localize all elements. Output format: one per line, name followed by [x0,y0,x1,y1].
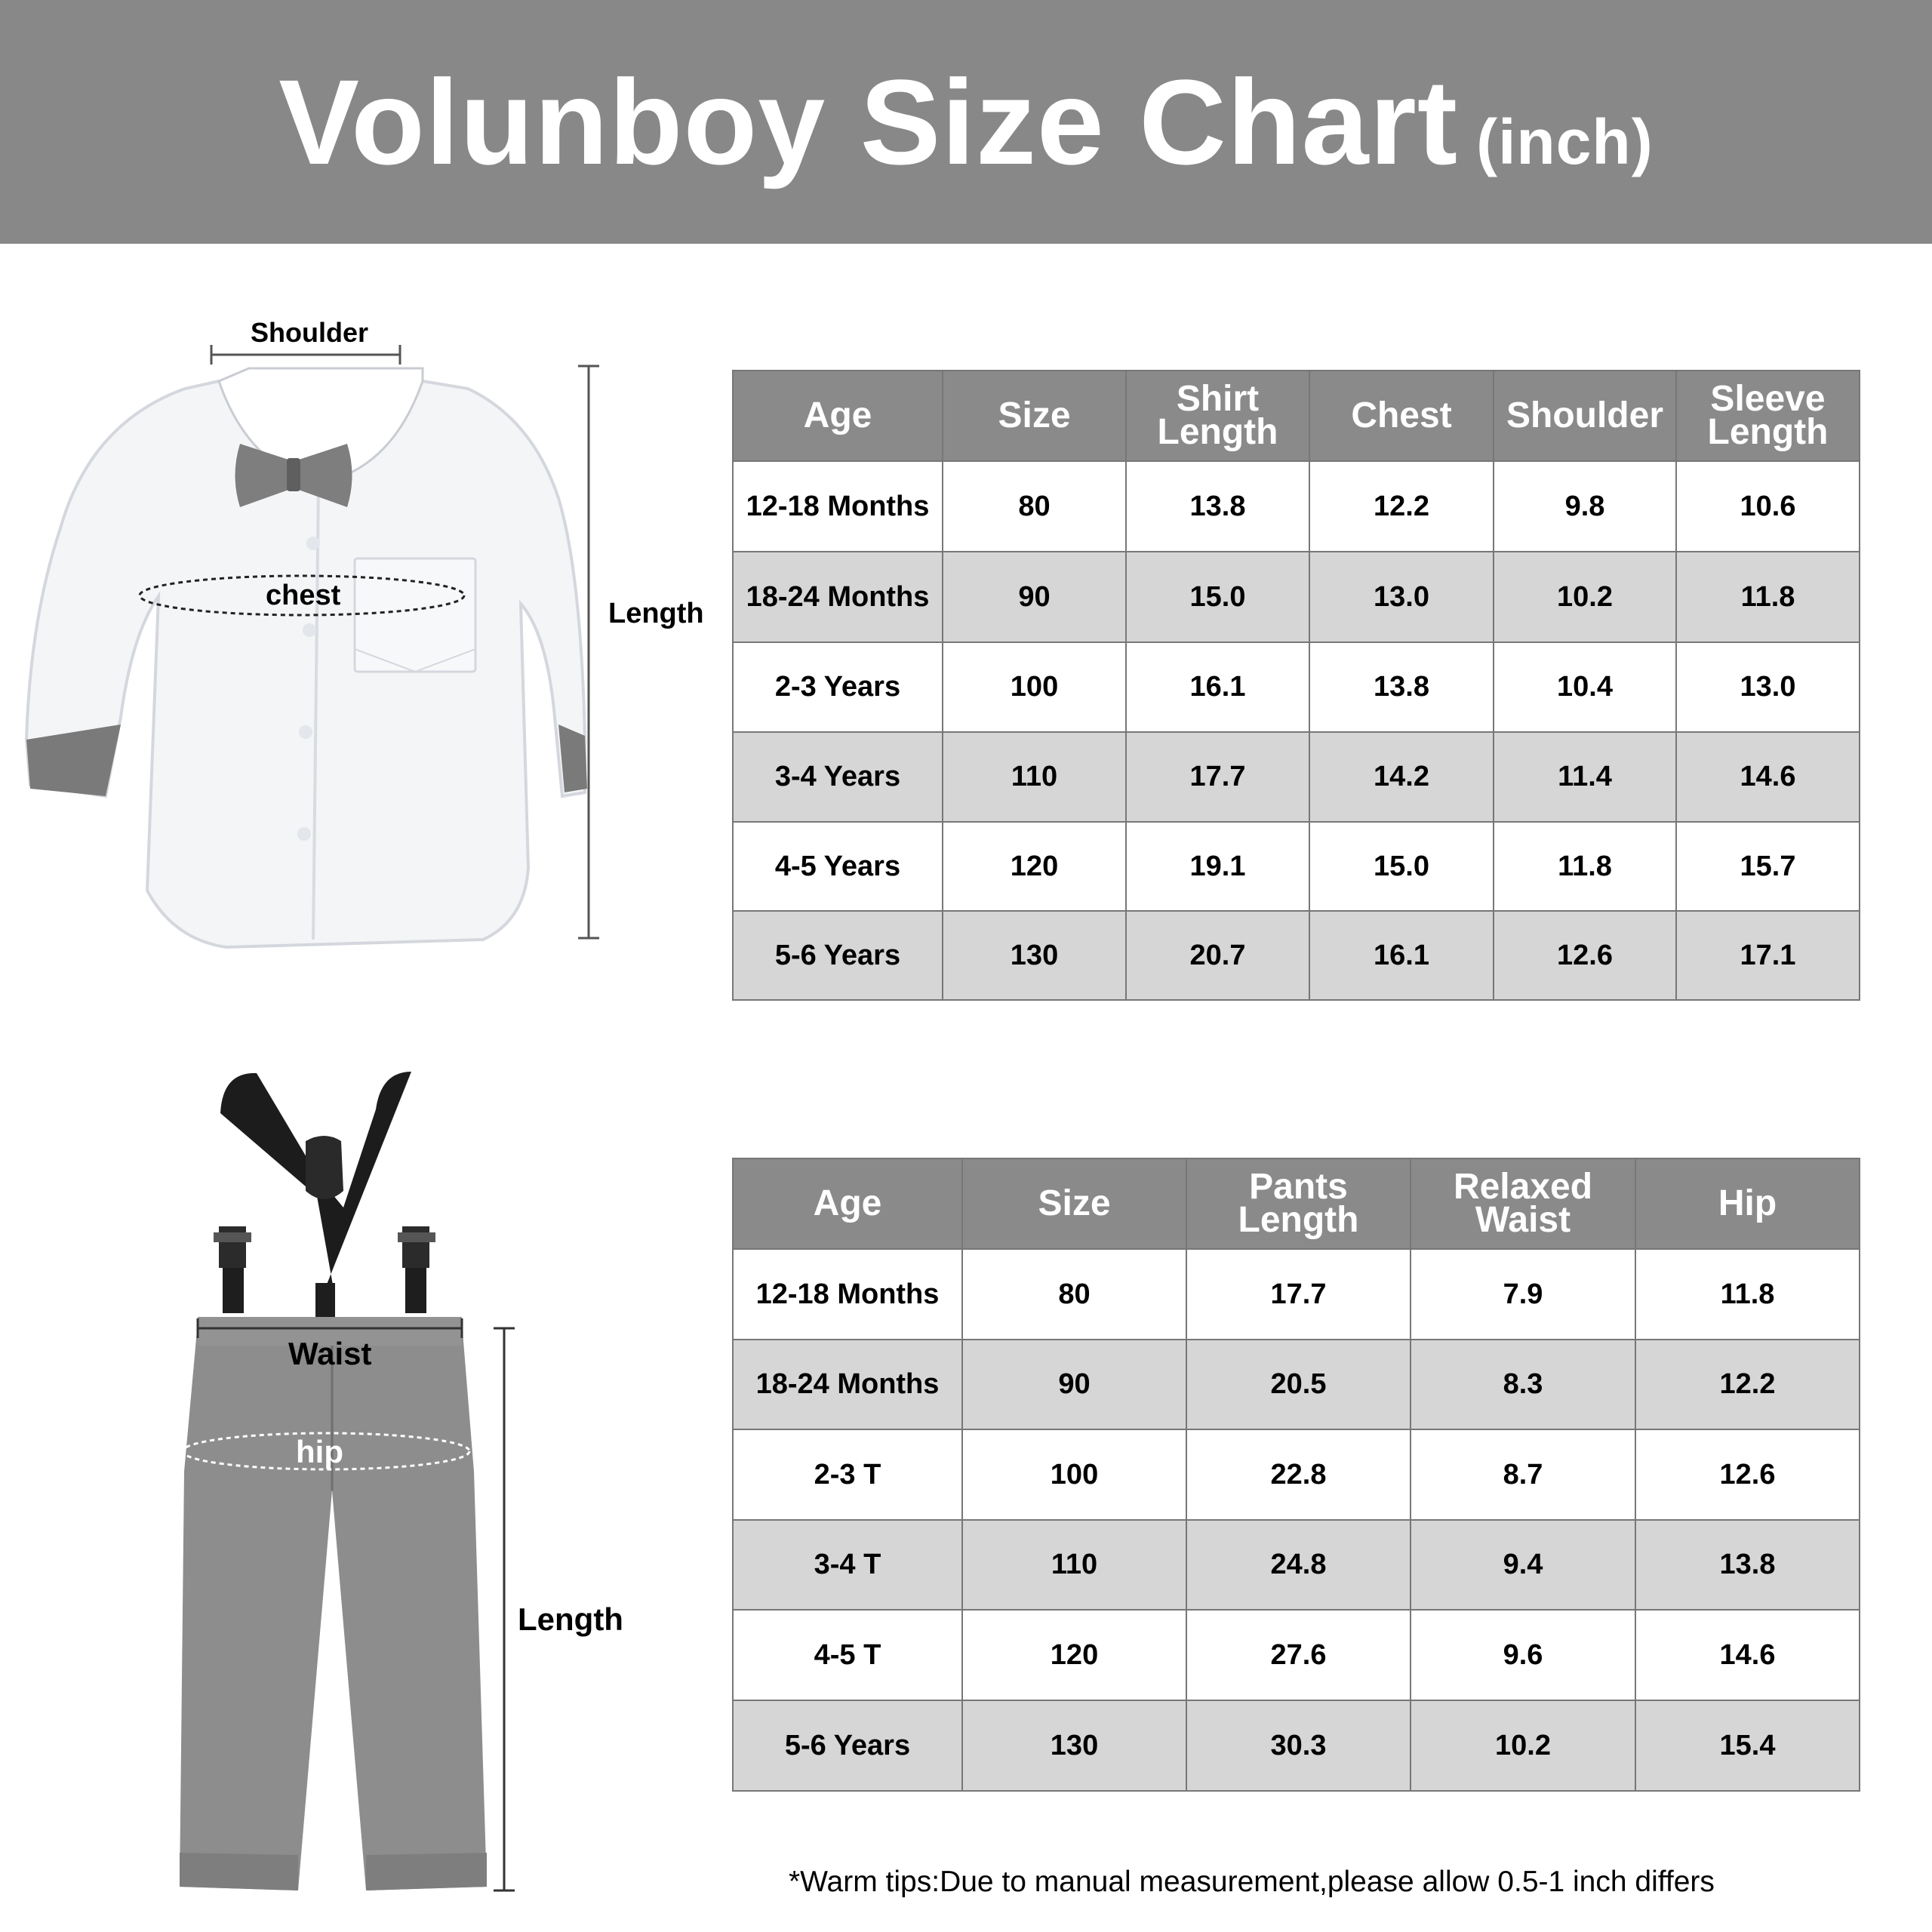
table-cell: 10.2 [1411,1700,1635,1791]
table-cell: 90 [943,552,1126,642]
pants-header-row [733,1158,1860,1249]
table-cell: 17.1 [1676,911,1860,1000]
table-cell: 100 [962,1429,1186,1520]
shirt-size-table [732,370,1860,1001]
pants-illustration [180,1072,487,1890]
table-cell: 12.2 [1635,1340,1860,1429]
column-header-text: Length [1707,412,1829,452]
table-cell: 19.1 [1126,822,1309,911]
table-cell: 13.8 [1126,461,1309,552]
table-cell: 4-5 Years [733,822,943,911]
table-cell: 12.6 [1494,911,1676,1000]
table-row [733,911,1860,1000]
table-cell: 5-6 Years [733,1700,962,1791]
table-cell: 8.7 [1411,1429,1635,1520]
table-cell: 8.3 [1411,1340,1635,1429]
table-row [733,732,1860,822]
table-cell: 20.5 [1186,1340,1411,1429]
table-cell: 12-18 Months [733,461,943,552]
chest-label: chest [266,580,341,611]
table-cell: 90 [962,1340,1186,1429]
table-cell: 16.1 [1126,642,1309,732]
column-header-text: Chest [1351,395,1452,435]
table-cell: 13.0 [1676,642,1860,732]
table-cell: 12-18 Months [733,1249,962,1340]
pants-size-table [732,1158,1860,1792]
column-header-text: Waist [1475,1200,1571,1240]
table-cell: 120 [943,822,1126,911]
table-row [733,1700,1860,1791]
hip-label: hip [296,1434,343,1469]
table-cell: 30.3 [1186,1700,1411,1791]
pants-length-label: Length [518,1601,623,1637]
table-cell: 24.8 [1186,1520,1411,1610]
column-header-text: Age [803,395,872,435]
table-cell: 80 [943,461,1126,552]
column-header [943,371,1126,461]
table-cell: 11.8 [1494,822,1676,911]
column-header-text: Pants [1249,1167,1348,1207]
shirt-illustration [26,368,587,947]
column-header [1186,1158,1411,1249]
table-cell: 5-6 Years [733,911,943,1000]
table-row [733,1249,1860,1340]
table-cell: 16.1 [1309,911,1494,1000]
table-cell: 110 [962,1520,1186,1610]
table-cell: 12.6 [1635,1429,1860,1520]
table-row [733,822,1860,911]
column-header [733,371,943,461]
table-cell: 120 [962,1610,1186,1700]
column-header-text: Age [813,1183,882,1223]
column-header-text: Relaxed [1453,1167,1593,1207]
table-row [733,1520,1860,1610]
table-row [733,461,1860,552]
table-cell: 80 [962,1249,1186,1340]
column-header-text: Size [998,395,1071,435]
column-header-text: Length [1157,412,1278,452]
table-cell: 17.7 [1186,1249,1411,1340]
column-header-text: Sleeve [1710,379,1826,419]
column-header [1411,1158,1635,1249]
table-cell: 100 [943,642,1126,732]
table-cell: 17.7 [1126,732,1309,822]
table-cell: 18-24 Months [733,552,943,642]
table-cell: 12.2 [1309,461,1494,552]
table-row [733,642,1860,732]
column-header-text: Shirt [1176,379,1260,419]
table-cell: 14.2 [1309,732,1494,822]
shirt-header-row [733,371,1860,461]
column-header [733,1158,962,1249]
table-cell: 13.8 [1635,1520,1860,1610]
table-cell: 130 [943,911,1126,1000]
table-cell: 9.6 [1411,1610,1635,1700]
table-row [733,1340,1860,1429]
column-header [1635,1158,1860,1249]
warm-tip: *Warm tips:Due to manual measurement,please allow 0.5-1 inch differs [789,1866,1715,1898]
table-cell: 130 [962,1700,1186,1791]
table-cell: 110 [943,732,1126,822]
table-cell: 15.4 [1635,1700,1860,1791]
column-header-text: Size [1038,1183,1111,1223]
shirt-table-body [733,461,1860,1000]
column-header [1494,371,1676,461]
table-row [733,1429,1860,1520]
table-cell: 11.8 [1676,552,1860,642]
waist-label: Waist [288,1336,372,1371]
table-cell: 11.8 [1635,1249,1860,1340]
title-unit: (inch) [1476,106,1654,177]
column-header [962,1158,1186,1249]
shirt-length-label: Length [608,598,704,629]
column-header-text: Shoulder [1506,395,1663,435]
table-cell: 9.4 [1411,1520,1635,1610]
pants-table-body [733,1249,1860,1791]
table-cell: 27.6 [1186,1610,1411,1700]
table-cell: 3-4 T [733,1520,962,1610]
table-row [733,1610,1860,1700]
table-cell: 10.6 [1676,461,1860,552]
column-header-text: Hip [1718,1183,1777,1223]
table-cell: 3-4 Years [733,732,943,822]
table-cell: 13.8 [1309,642,1494,732]
table-cell: 20.7 [1126,911,1309,1000]
table-cell: 14.6 [1676,732,1860,822]
title-text: Volunboy Size Chart [278,54,1459,189]
column-header-text: Length [1238,1200,1359,1240]
table-cell: 14.6 [1635,1610,1860,1700]
table-cell: 9.8 [1494,461,1676,552]
table-cell: 11.4 [1494,732,1676,822]
table-cell: 15.7 [1676,822,1860,911]
table-cell: 7.9 [1411,1249,1635,1340]
table-cell: 13.0 [1309,552,1494,642]
table-cell: 18-24 Months [733,1340,962,1429]
table-cell: 4-5 T [733,1610,962,1700]
shoulder-label: Shoulder [251,317,369,348]
table-cell: 2-3 Years [733,642,943,732]
table-cell: 15.0 [1126,552,1309,642]
table-cell: 2-3 T [733,1429,962,1520]
column-header [1126,371,1309,461]
table-row [733,552,1860,642]
column-header [1676,371,1860,461]
column-header [1309,371,1494,461]
table-cell: 22.8 [1186,1429,1411,1520]
table-cell: 15.0 [1309,822,1494,911]
table-cell: 10.4 [1494,642,1676,732]
table-cell: 10.2 [1494,552,1676,642]
